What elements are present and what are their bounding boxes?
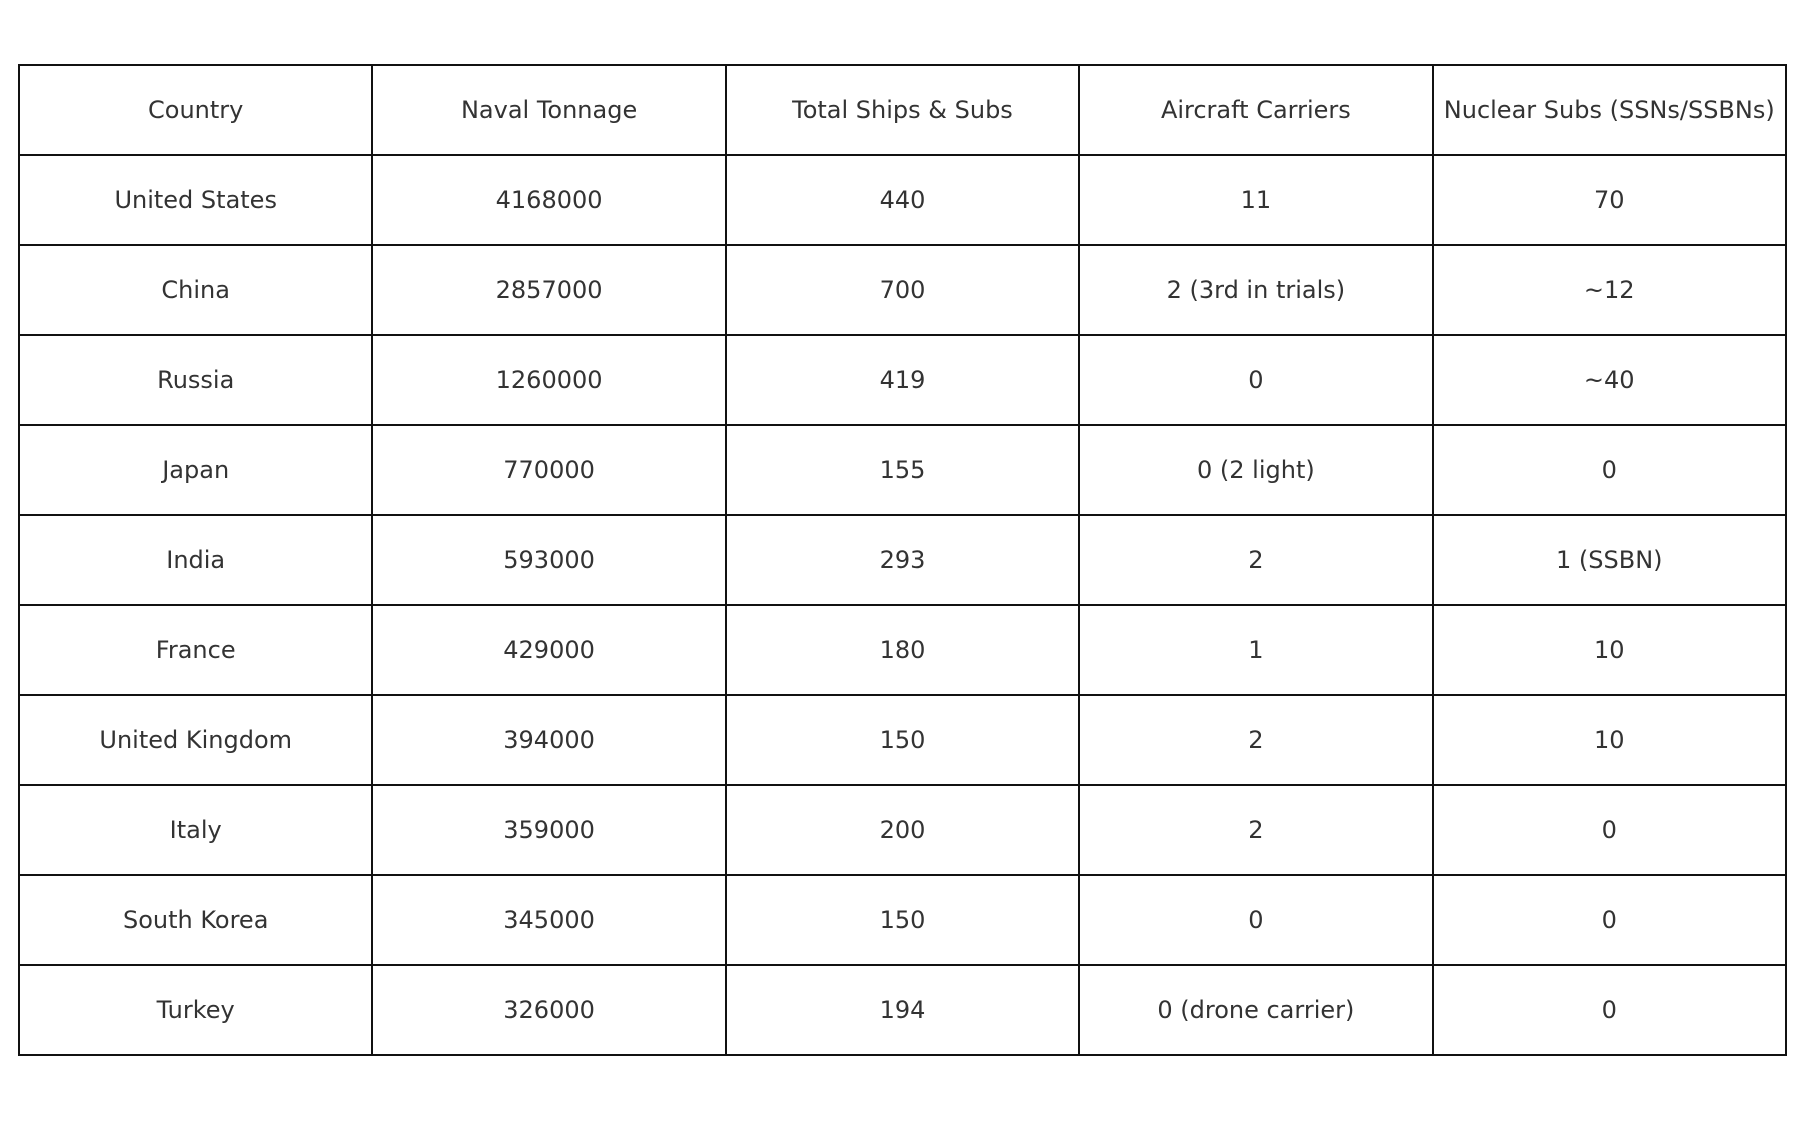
table-cell: 593000 xyxy=(372,515,725,605)
table-cell: India xyxy=(19,515,372,605)
table-cell: 10 xyxy=(1433,605,1786,695)
table-row xyxy=(19,155,1786,245)
column-header: Country xyxy=(19,65,372,155)
table-cell: 0 xyxy=(1433,965,1786,1055)
column-header: Naval Tonnage xyxy=(372,65,725,155)
table-cell: 0 xyxy=(1079,335,1432,425)
table-cell: 0 xyxy=(1433,425,1786,515)
table-cell: 0 (drone carrier) xyxy=(1079,965,1432,1055)
table-cell: France xyxy=(19,605,372,695)
table-cell: 150 xyxy=(726,875,1079,965)
column-header: Total Ships & Subs xyxy=(726,65,1079,155)
table-cell: ~40 xyxy=(1433,335,1786,425)
table-cell: 770000 xyxy=(372,425,725,515)
table-cell: 150 xyxy=(726,695,1079,785)
table-row xyxy=(19,695,1786,785)
table-cell: 11 xyxy=(1079,155,1432,245)
table-cell: 2 (3rd in trials) xyxy=(1079,245,1432,335)
table-cell: United Kingdom xyxy=(19,695,372,785)
table-cell: 2 xyxy=(1079,695,1432,785)
table-cell: 200 xyxy=(726,785,1079,875)
table-cell: 2 xyxy=(1079,515,1432,605)
table-row xyxy=(19,605,1786,695)
table-cell: South Korea xyxy=(19,875,372,965)
table-cell: 10 xyxy=(1433,695,1786,785)
table-cell: 419 xyxy=(726,335,1079,425)
table-cell: China xyxy=(19,245,372,335)
table-cell: 359000 xyxy=(372,785,725,875)
table-cell: United States xyxy=(19,155,372,245)
table-cell: 0 xyxy=(1433,785,1786,875)
table-cell: Russia xyxy=(19,335,372,425)
header-row xyxy=(19,65,1786,155)
table-cell: 0 xyxy=(1433,875,1786,965)
table-cell: 70 xyxy=(1433,155,1786,245)
table-cell: 429000 xyxy=(372,605,725,695)
table-row xyxy=(19,785,1786,875)
table-row xyxy=(19,335,1786,425)
table-cell: 2 xyxy=(1079,785,1432,875)
table-header xyxy=(19,65,1786,155)
table-cell: 440 xyxy=(726,155,1079,245)
table-cell: 4168000 xyxy=(372,155,725,245)
table-row xyxy=(19,245,1786,335)
column-header: Nuclear Subs (SSNs/SSBNs) xyxy=(1433,65,1786,155)
table-cell: 326000 xyxy=(372,965,725,1055)
table-cell: 293 xyxy=(726,515,1079,605)
table-row xyxy=(19,965,1786,1055)
table-row xyxy=(19,515,1786,605)
table-row xyxy=(19,875,1786,965)
table-cell: Turkey xyxy=(19,965,372,1055)
column-header: Aircraft Carriers xyxy=(1079,65,1432,155)
table-cell: 1 xyxy=(1079,605,1432,695)
table-cell: 155 xyxy=(726,425,1079,515)
naval-strength-table xyxy=(18,64,1787,1056)
table-cell: Italy xyxy=(19,785,372,875)
table-cell: 194 xyxy=(726,965,1079,1055)
table-cell: 2857000 xyxy=(372,245,725,335)
table-cell: 0 xyxy=(1079,875,1432,965)
table-cell: 345000 xyxy=(372,875,725,965)
table-cell: 1 (SSBN) xyxy=(1433,515,1786,605)
table-cell: 180 xyxy=(726,605,1079,695)
table-cell: 0 (2 light) xyxy=(1079,425,1432,515)
table-body xyxy=(19,155,1786,1055)
table-cell: ~12 xyxy=(1433,245,1786,335)
table-row xyxy=(19,425,1786,515)
table-cell: 700 xyxy=(726,245,1079,335)
table-container xyxy=(18,64,1787,1056)
table-cell: 1260000 xyxy=(372,335,725,425)
table-cell: Japan xyxy=(19,425,372,515)
table-cell: 394000 xyxy=(372,695,725,785)
